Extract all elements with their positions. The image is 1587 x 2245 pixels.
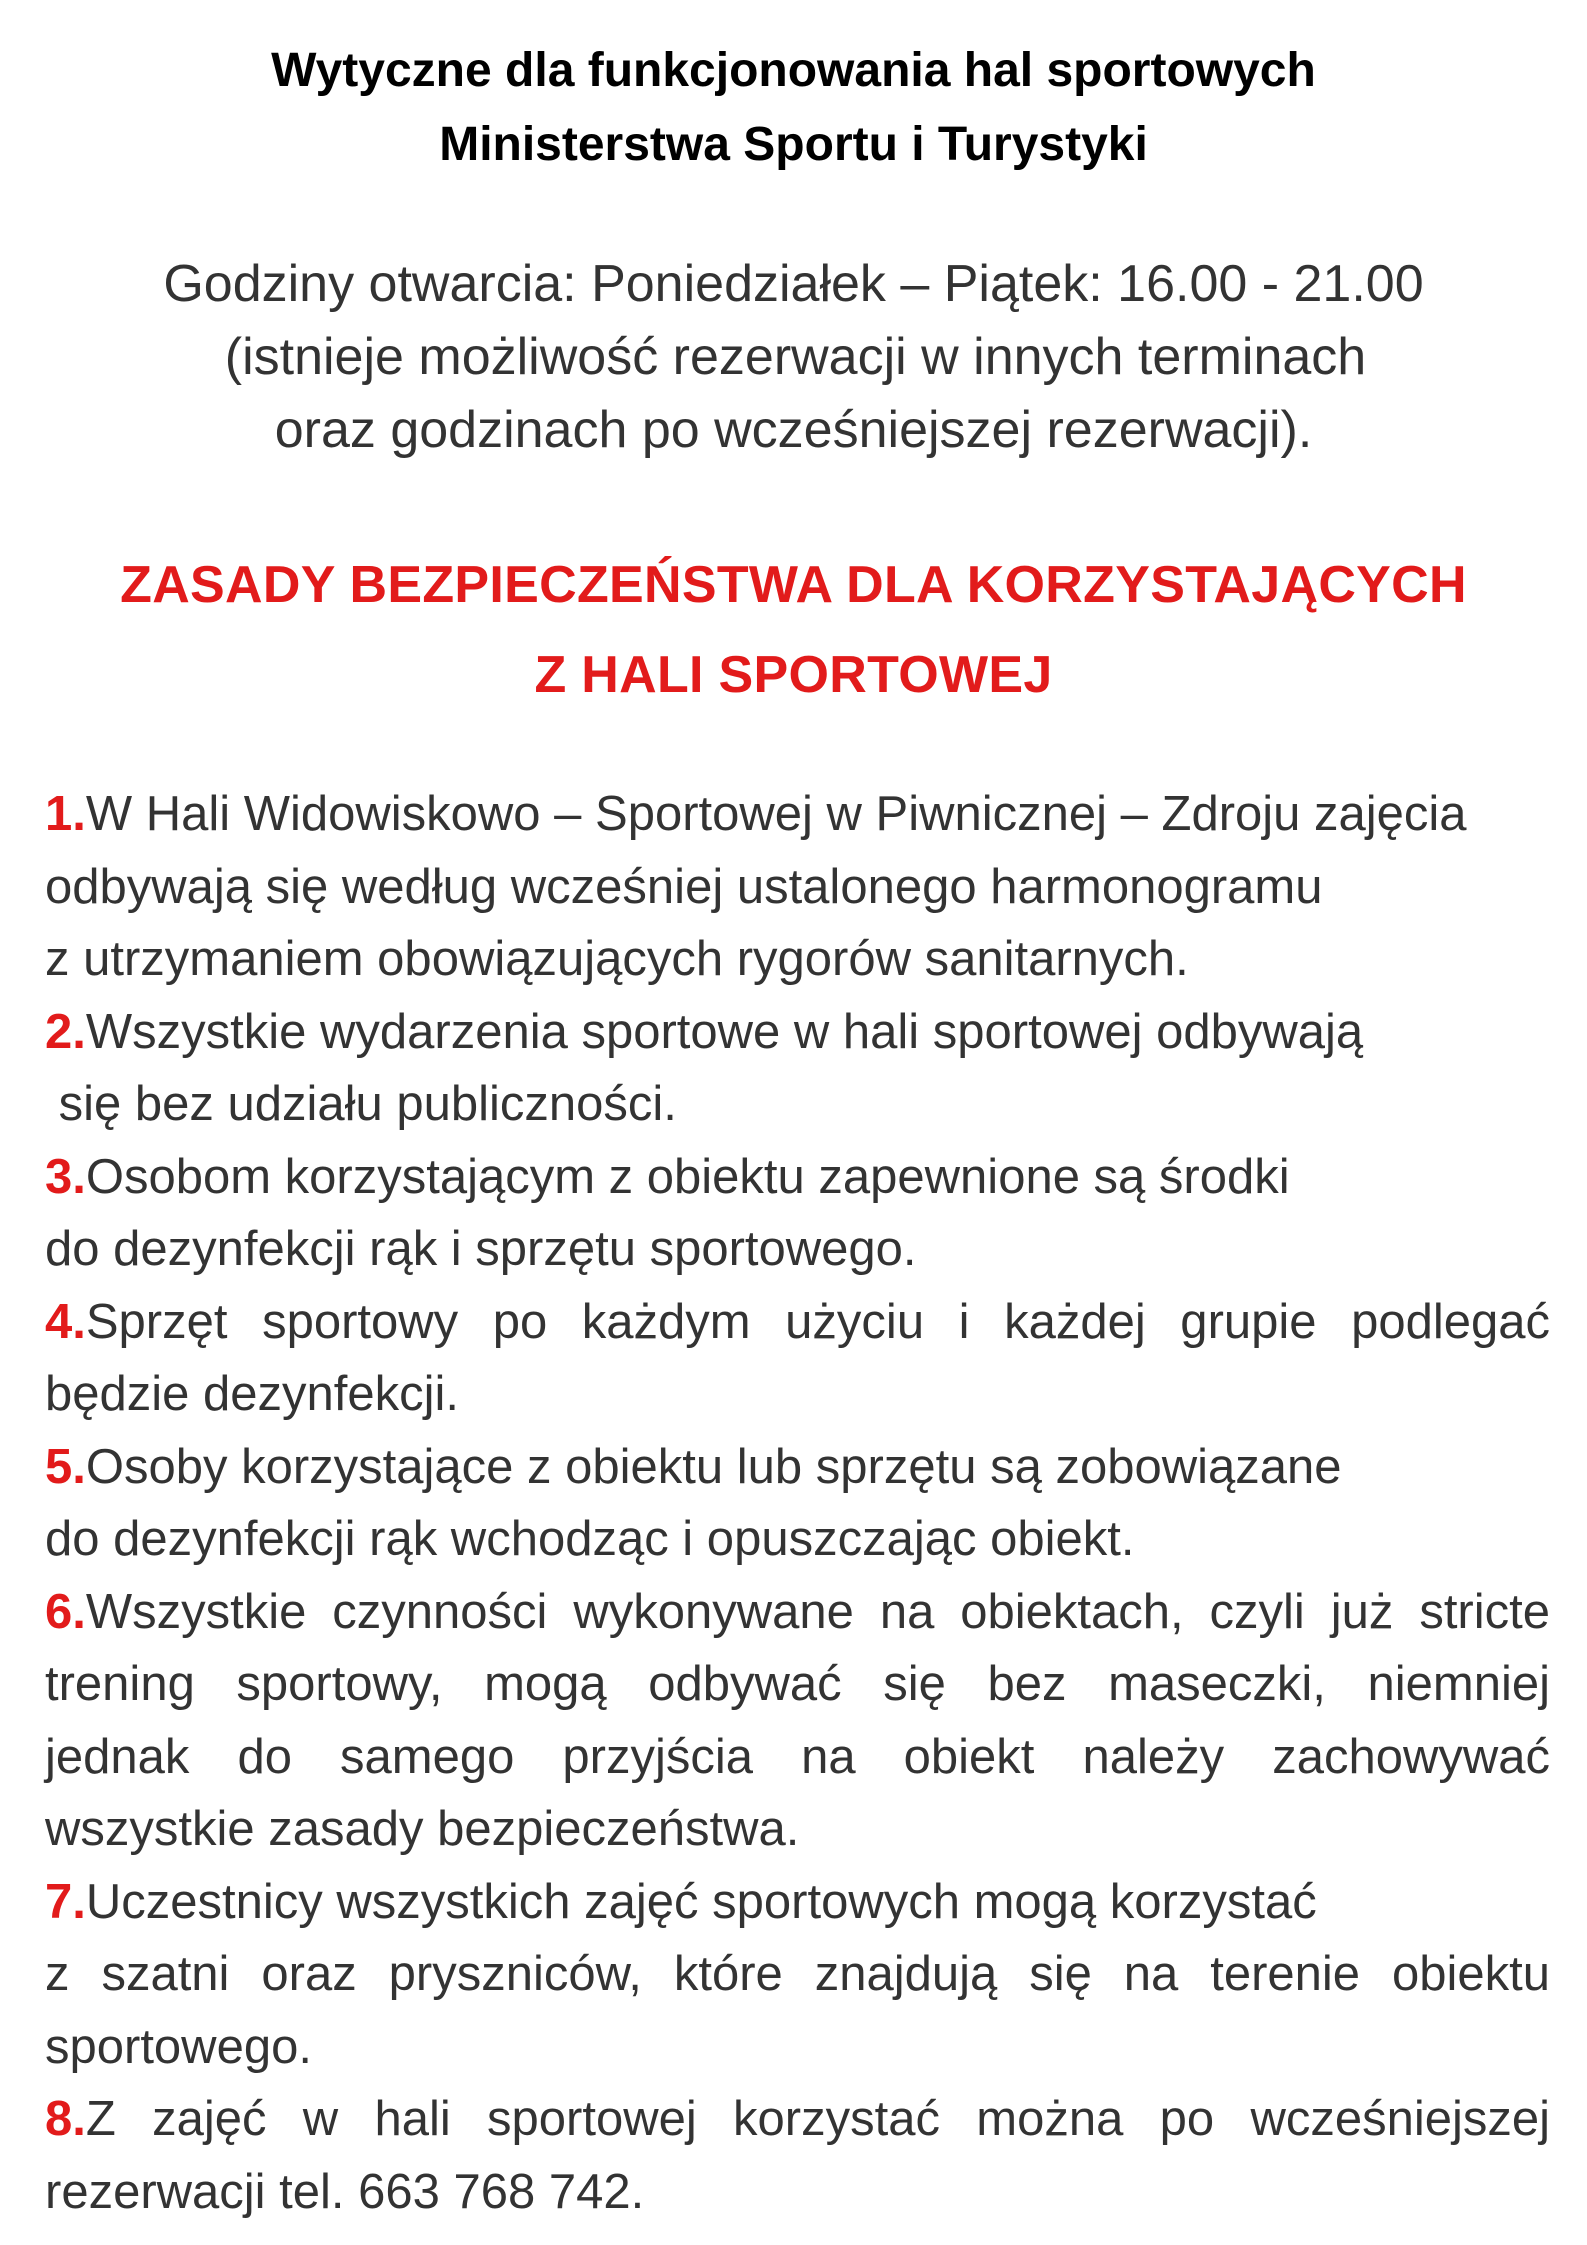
rule-item-2	[45, 996, 1550, 1141]
hours-line-2: (istnieje możliwość rezerwacji w innych terminach	[224, 328, 1367, 386]
rule-text: z utrzymaniem obowiązujących rygorów sanitarnych.	[45, 932, 1189, 986]
rule-number: 8.	[45, 2092, 86, 2146]
rule-text: Osoby korzystające z obiektu lub sprzętu są zobowiązane	[85, 1439, 1342, 1494]
rule-item-3	[45, 1141, 1550, 1286]
rule-item-7	[45, 1866, 1550, 2084]
rule-text: będzie dezynfekcji.	[45, 1367, 460, 1421]
rule-text: Wszystkie wydarzenia sportowe w hali sportowej odbywają	[85, 1004, 1364, 1059]
rule-line	[45, 1866, 1550, 1939]
safety-rules-heading	[0, 540, 1587, 720]
rule-text: odbywają się według wcześniej ustalonego harmonogramu	[45, 859, 1323, 914]
rule-text: Z zajęć w hali sportowej korzystać można po wcześniejszej	[85, 2092, 1550, 2146]
rule-number: 5.	[45, 1439, 86, 1494]
rule-text: W Hali Widowiskowo – Sportowej w Piwnicznej – Zdroju zajęcia	[85, 787, 1467, 841]
rule-number: 3.	[45, 1149, 86, 1204]
rule-item-8	[45, 2083, 1550, 2228]
rule-text: do dezynfekcji rąk wchodząc i opuszczając obiekt.	[45, 1512, 1135, 1566]
rule-item-4	[45, 1286, 1550, 1431]
rule-text: trening sportowy, mogą odbywać się bez maseczki, niemniej	[45, 1657, 1550, 1711]
safety-heading-line-1: ZASADY BEZPIECZEŃSTWA DLA KORZYSTAJĄCYCH	[120, 556, 1467, 614]
rule-line	[45, 2083, 1550, 2156]
rule-number: 4.	[45, 1294, 86, 1349]
rule-text: jednak do samego przyjścia na obiekt należy zachowywać	[45, 1729, 1550, 1784]
rule-line	[45, 1576, 1550, 1649]
hours-line-3: oraz godzinach po wcześniejszej rezerwacji).	[274, 401, 1313, 459]
safety-heading-line-2: Z HALI SPORTOWEJ	[534, 646, 1053, 704]
rule-item-6	[45, 1576, 1550, 1866]
rule-item-5	[45, 1431, 1550, 1576]
rules-list	[45, 778, 1550, 2228]
rule-number: 7.	[45, 1874, 86, 1929]
rule-text: Sprzęt sportowy po każdym użyciu i każdej grupie podlegać	[85, 1294, 1550, 1349]
title-line-2: Ministerstwa Sportu i Turystyki	[439, 118, 1148, 171]
rule-text: wszystkie zasady bezpieczeństwa.	[45, 1802, 800, 1856]
opening-hours	[0, 248, 1587, 467]
rule-number: 2.	[45, 1004, 86, 1059]
rule-text: rezerwacji tel. 663 768 742.	[45, 2164, 645, 2219]
rule-number: 1.	[45, 787, 86, 841]
rule-line	[45, 1141, 1550, 1214]
document-title	[0, 34, 1587, 182]
rule-line	[45, 1431, 1550, 1504]
rule-text: się bez udziału publiczności.	[45, 1077, 677, 1131]
rule-text: z szatni oraz pryszniców, które znajdują się na terenie obiektu	[45, 1947, 1550, 2001]
rule-text: Uczestnicy wszystkich zajęć sportowych mogą korzystać	[85, 1874, 1317, 1929]
hours-line-1: Godziny otwarcia: Poniedziałek – Piątek: 16.00 - 21.00	[163, 255, 1424, 313]
rule-text: Osobom korzystającym z obiektu zapewnione są środki	[85, 1149, 1290, 1204]
rule-line	[45, 1286, 1550, 1359]
title-line-1: Wytyczne dla funkcjonowania hal sportowych	[271, 44, 1316, 97]
rule-text: do dezynfekcji rąk i sprzętu sportowego.	[45, 1222, 917, 1276]
rule-line	[45, 996, 1550, 1069]
rule-item-1	[45, 778, 1550, 996]
rule-number: 6.	[45, 1584, 86, 1639]
rule-text: sportowego.	[45, 2019, 312, 2074]
rule-line	[45, 778, 1550, 851]
rule-text: Wszystkie czynności wykonywane na obiektach, czyli już stricte	[85, 1584, 1550, 1639]
